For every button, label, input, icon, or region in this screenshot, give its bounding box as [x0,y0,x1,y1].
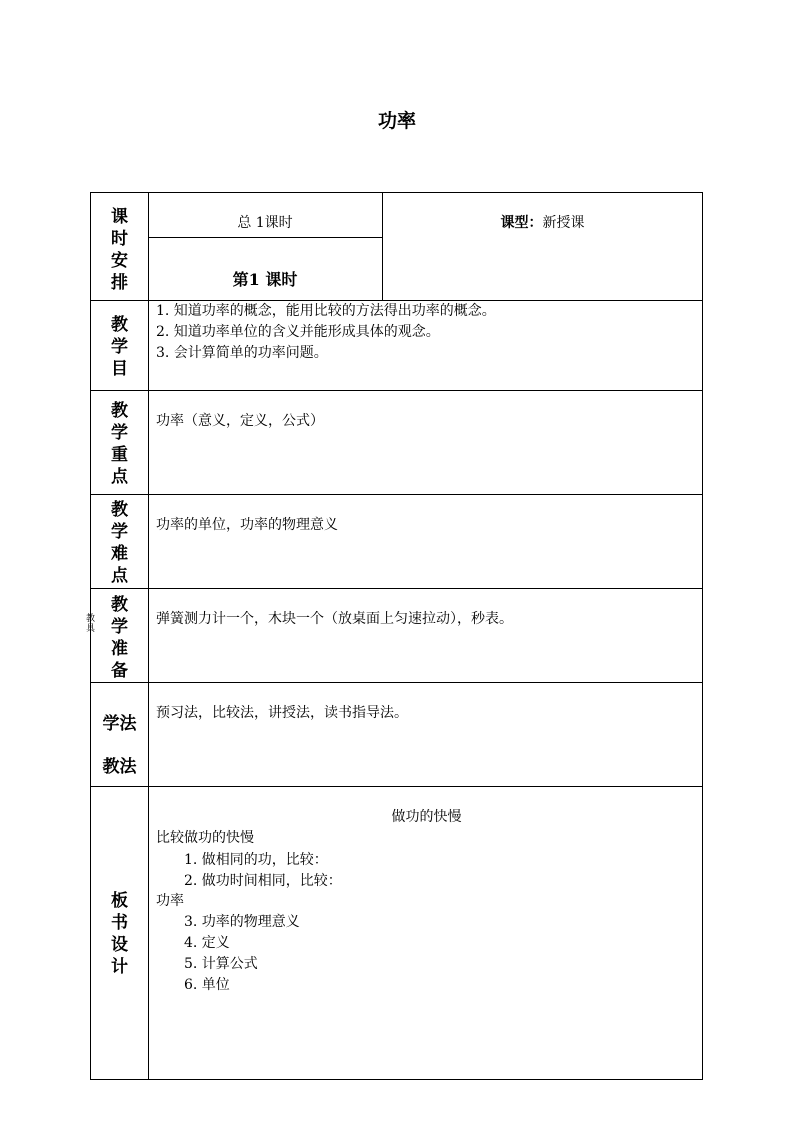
objective-item: 1. 知道功率的概念，能用比较的方法得出功率的概念。 [156,303,496,319]
key-points-text: 功率（意义，定义，公式） [156,413,324,429]
schedule-divider [382,192,383,300]
row-divider [90,588,703,589]
board-item: 4. 定义 [184,935,230,951]
board-item: 2. 做功时间相同，比较： [184,873,342,889]
total-hours: 总 1课时 [237,215,293,231]
methods-text: 预习法，比较法，讲授法，读书指导法。 [156,705,408,721]
board-section-1: 比较做功的快慢 [156,830,254,846]
schedule-label: 课时安排 [111,207,128,293]
board-item: 1. 做相同的功，比较： [184,852,328,868]
objectives-label: 教学目 [111,315,128,379]
board-section-2: 功率 [156,893,184,909]
lesson-number: 第1 课时 [232,270,298,289]
board-item: 6. 单位 [184,977,230,993]
board-item: 3. 功率的物理意义 [184,914,300,930]
row-divider [90,786,703,787]
row-divider [90,494,703,495]
row-divider [90,390,703,391]
key-points-label: 教学重点 [111,401,128,487]
preparation-label: 教学准备 [111,595,128,681]
label-column-divider [148,192,149,1080]
preparation-text: 弹簧测力计一个，木块一个（放桌面上匀速拉动），秒表。 [156,611,513,627]
board-heading: 做功的快慢 [391,809,462,825]
row-divider [90,682,703,683]
difficulties-text: 功率的单位，功率的物理意义 [156,517,338,533]
objective-item: 2. 知道功率单位的含义并能形成具体的观念。 [156,324,440,340]
lesson-type: 课型：新授课 [500,215,585,231]
objective-item: 3. 会计算简单的功率问题。 [156,345,328,361]
board-design-label: 板书设计 [111,891,128,977]
difficulties-label: 教学难点 [111,500,128,586]
page-title: 功率 [377,110,416,132]
teaching-method-label: 教法 [102,757,137,777]
preparation-side-note: 教具 [86,614,96,634]
study-method-label: 学法 [102,714,137,734]
board-item: 5. 计算公式 [184,956,258,972]
schedule-subdivider [148,237,382,238]
